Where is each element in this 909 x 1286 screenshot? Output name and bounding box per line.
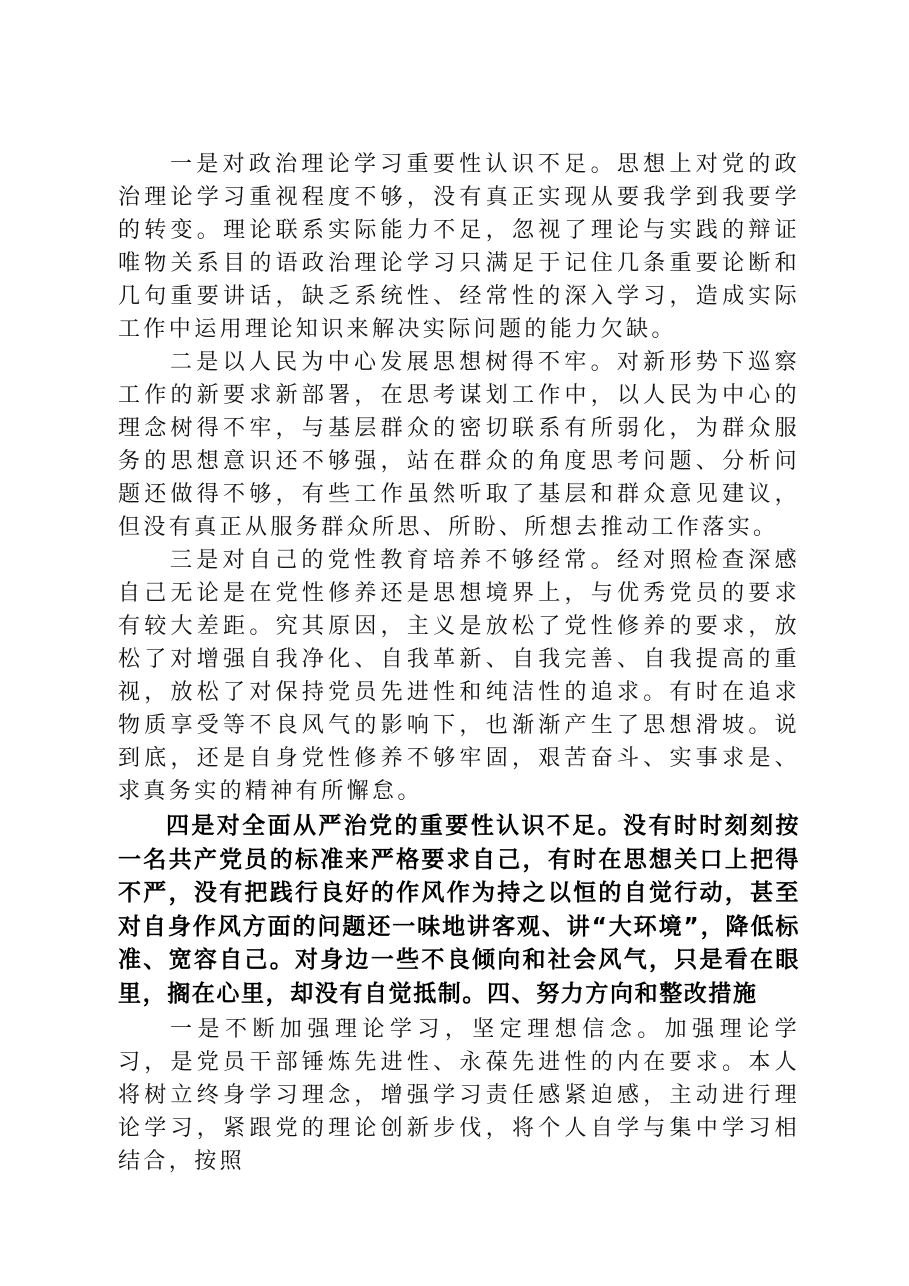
paragraph-5: 一是不断加强理论学习，坚定理想信念。加强理论学习，是党员干部锤炼先进性、永葆先进性的内在要求。本人将树立终身学习理念，增强学习责任感紧迫感，主动进行理论学习，紧跟党的理论创新步伐，将个人自学与集中学习相结合，按照	[118, 1017, 800, 1174]
paragraph-4-bold: 四是对全面从严治党的重要性认识不足。没有时时刻刻按一名共产党员的标准来严格要求自己，有时在思想关口上把得不严，没有把践行良好的作风作为持之以恒的自觉行动，甚至对自身作风方面的问题还一味地讲客观、讲“大环境”，降低标准、宽容自己。对身边一些不良倾向和社会风气，只是看在眼里，搁在心里，却没有自觉抵制。四、努力方向和整改措施	[118, 813, 800, 1007]
paragraph-3: 三是对自己的党性教育培养不够经常。经对照检查深感自己无论是在党性修养还是思想境界上，与优秀党员的要求有较大差距。究其原因，主义是放松了党性修养的要求，放松了对增强自我净化、自我革新、自我完善、自我提高的重视，放松了对保持党员先进性和纯洁性的追求。有时在追求物质享受等不良风气的影响下，也渐渐产生了思想滑坡。说到底，还是自身党性修养不够牢固，艰苦奋斗、实事求是、求真务实的精神有所懈怠。	[118, 548, 800, 804]
paragraph-2: 二是以人民为中心发展思想树得不牢。对新形势下巡察工作的新要求新部署，在思考谋划工作中，以人民为中心的理念树得不牢，与基层群众的密切联系有所弱化，为群众服务的思想意识还不够强，站在群众的角度思考问题、分析问题还做得不够，有些工作虽然听取了基层和群众意见建议，但没有真正从服务群众所思、所盼、所想去推动工作落实。	[118, 350, 800, 540]
document-body	[118, 148, 800, 1178]
paragraph-1: 一是对政治理论学习重要性认识不足。思想上对党的政治理论学习重视程度不够，没有真正实现从要我学到我要学的转变。理论联系实际能力不足，忽视了理论与实践的辩证唯物关系目的语政治理论学习只满足于记住几条重要论断和几句重要讲话，缺乏系统性、经常性的深入学习，造成实际工作中运用理论知识来解决实际问题的能力欠缺。	[118, 152, 800, 342]
